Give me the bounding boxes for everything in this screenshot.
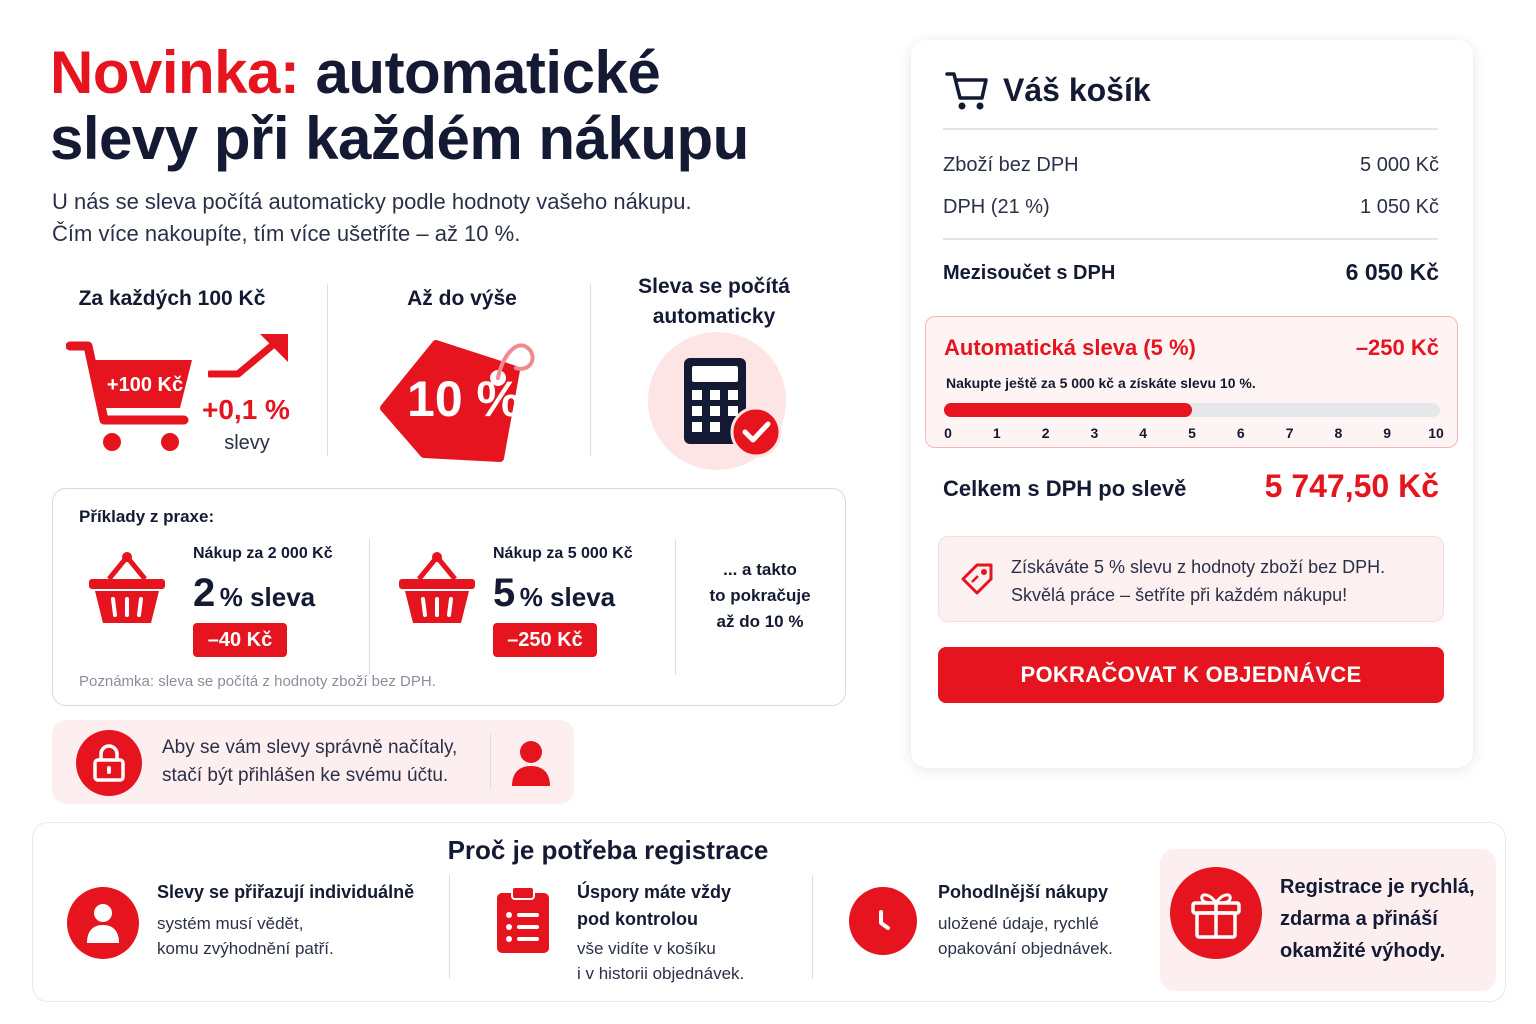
- progress-tick: 4: [1139, 425, 1148, 441]
- clock-icon: [849, 887, 917, 955]
- divider: [943, 128, 1438, 130]
- info-text: [1011, 553, 1385, 609]
- example-purchase: Nákup za 2 000 Kč: [193, 545, 333, 562]
- cta-line1: Registrace je rychlá,: [1280, 876, 1475, 898]
- progress-tick: 5: [1188, 425, 1196, 441]
- cart-badge-text: +100 Kč: [106, 374, 184, 396]
- lead-line1: U nás se sleva počítá automaticky podle hodnoty vašeho nákupu.: [52, 189, 692, 214]
- divider: [327, 284, 328, 456]
- reg-item-desc2: komu zvýhodnění patří.: [157, 939, 334, 958]
- progress-tick: 9: [1383, 425, 1392, 441]
- registration-title: Proč je potřeba registrace: [447, 835, 769, 865]
- reg-item-desc2: opakování objednávek.: [938, 939, 1113, 958]
- example-discount: [193, 571, 315, 616]
- title-line1: automatické: [299, 39, 661, 106]
- divider: [369, 539, 370, 675]
- feature-title-line2: automaticky: [652, 305, 776, 328]
- discount-hint: Nakupte ještě za 5 000 kč a získáte slevu 10 %.: [946, 375, 1256, 391]
- progress-tick: 3: [1090, 425, 1099, 441]
- info-line2: Skvělá práce – šetříte při každém nákupu!: [1011, 585, 1348, 605]
- total-value: 5 747,50 Kč: [1264, 468, 1439, 504]
- lead-line2: Čím více nakoupíte, tím více ušetříte – až 10 %.: [52, 221, 521, 246]
- info-box: [938, 536, 1444, 622]
- feature-caption: slevy: [224, 432, 270, 454]
- login-line1: Aby se vám slevy správně načítaly,: [162, 737, 458, 758]
- user-icon: [67, 887, 139, 959]
- divider: [675, 539, 676, 675]
- continue-order-button[interactable]: POKRAČOVAT K OBJEDNÁVCE: [938, 647, 1444, 703]
- divider: [812, 875, 813, 979]
- subtotal-label: Mezisoučet s DPH: [943, 262, 1116, 284]
- cta-line3: okamžité výhody.: [1280, 940, 1446, 962]
- feature-value: +0,1 %: [202, 394, 290, 425]
- progress-tick: 1: [992, 425, 1001, 441]
- progress-tick: 10: [1428, 425, 1444, 441]
- user-icon[interactable]: [510, 740, 552, 786]
- cta-line2: zdarma a přináší: [1280, 908, 1438, 930]
- reg-item-desc1: vše vidíte v košíku: [577, 939, 716, 958]
- registration-cta-text: [1280, 871, 1475, 967]
- examples-title: Příklady z praxe:: [79, 507, 215, 526]
- tag-icon: [959, 561, 995, 597]
- info-line1: Získáváte 5 % slevu z hodnoty zboží bez DPH.: [1011, 557, 1386, 577]
- clipboard-icon: [495, 885, 551, 955]
- example-saving-badge: –250 Kč: [493, 623, 597, 657]
- continue-line2: to pokračuje: [709, 586, 811, 605]
- progress-tick: 0: [944, 425, 952, 441]
- reg-item-title: Pohodlnější nákupy: [938, 882, 1109, 902]
- calculator-icon: [680, 356, 784, 460]
- feature-title-line1: Sleva se počítá: [638, 275, 790, 298]
- registration-cta[interactable]: [1160, 849, 1496, 991]
- discount-label: Automatická sleva (5 %): [944, 335, 1196, 360]
- discount-progress-track: [944, 403, 1440, 417]
- examples-box: [52, 488, 846, 706]
- discount-progress-fill: [944, 403, 1192, 417]
- example-discount: [493, 571, 615, 616]
- feature-automatic: [604, 270, 824, 470]
- divider: [590, 284, 591, 456]
- examples-note: Poznámka: sleva se počítá z hodnoty zboží bez DPH.: [79, 673, 436, 690]
- subtotal-value: 6 050 Kč: [1345, 259, 1439, 285]
- cart-outline-icon: [945, 70, 989, 112]
- reg-item-title: Slevy se přiřazují individuálně: [157, 882, 415, 902]
- discount-value: –250 Kč: [1355, 335, 1439, 360]
- title-line2: slevy při každém nákupu: [50, 105, 749, 172]
- discount-box: [925, 316, 1458, 448]
- cart-row-value: 1 050 Kč: [1360, 196, 1439, 218]
- reg-item-title-line1: Úspory máte vždy: [577, 882, 732, 902]
- page-title: [50, 40, 870, 172]
- example-percent: 2: [193, 571, 216, 615]
- cart-row-label: Zboží bez DPH: [943, 154, 1079, 176]
- example-unit: % sleva: [519, 582, 616, 612]
- cart-panel: [911, 40, 1473, 768]
- registration-section: [32, 822, 1506, 1002]
- max-percent: 10 %: [407, 371, 521, 427]
- login-line2: stačí být přihlášen ke svému účtu.: [162, 765, 449, 786]
- examples-continue: [687, 557, 833, 635]
- lead-text: [52, 186, 852, 250]
- basket-icon: [397, 549, 477, 629]
- progress-tick: 6: [1236, 425, 1245, 441]
- feature-max: [340, 282, 584, 472]
- progress-ticks: [938, 425, 1446, 443]
- divider: [449, 875, 450, 979]
- divider: [943, 238, 1438, 240]
- arrow-up-icon: [208, 332, 290, 378]
- cart-row-value: 5 000 Kč: [1360, 154, 1439, 176]
- cart-title: Váš košík: [1003, 72, 1151, 108]
- example-unit: % sleva: [219, 582, 316, 612]
- example-saving-badge: –40 Kč: [193, 623, 287, 657]
- continue-line1: ... a takto: [723, 560, 797, 579]
- feature-title: Za každých 100 Kč: [78, 287, 266, 310]
- total-label: Celkem s DPH po slevě: [943, 476, 1187, 501]
- reg-item-desc1: systém musí vědět,: [157, 914, 304, 933]
- feature-per-100: [52, 282, 302, 472]
- cart-row-label: DPH (21 %): [943, 196, 1050, 218]
- continue-line3: až do 10 %: [716, 612, 804, 631]
- basket-icon: [87, 549, 167, 629]
- feature-title: Až do výše: [407, 287, 517, 310]
- progress-tick: 7: [1285, 425, 1294, 441]
- login-text: [162, 734, 457, 790]
- progress-tick: 2: [1041, 425, 1050, 441]
- reg-item-title-line2: pod kontrolou: [577, 909, 698, 929]
- progress-tick: 8: [1334, 425, 1343, 441]
- reg-item-desc1: uložené údaje, rychlé: [938, 914, 1099, 933]
- reg-item-desc2: i v historii objednávek.: [577, 964, 745, 983]
- title-accent: Novinka:: [50, 39, 300, 106]
- lock-icon: [76, 730, 142, 796]
- login-reminder: [52, 720, 574, 804]
- divider: [490, 734, 491, 790]
- example-purchase: Nákup za 5 000 Kč: [493, 545, 633, 562]
- gift-icon: [1170, 867, 1262, 959]
- example-percent: 5: [493, 571, 516, 615]
